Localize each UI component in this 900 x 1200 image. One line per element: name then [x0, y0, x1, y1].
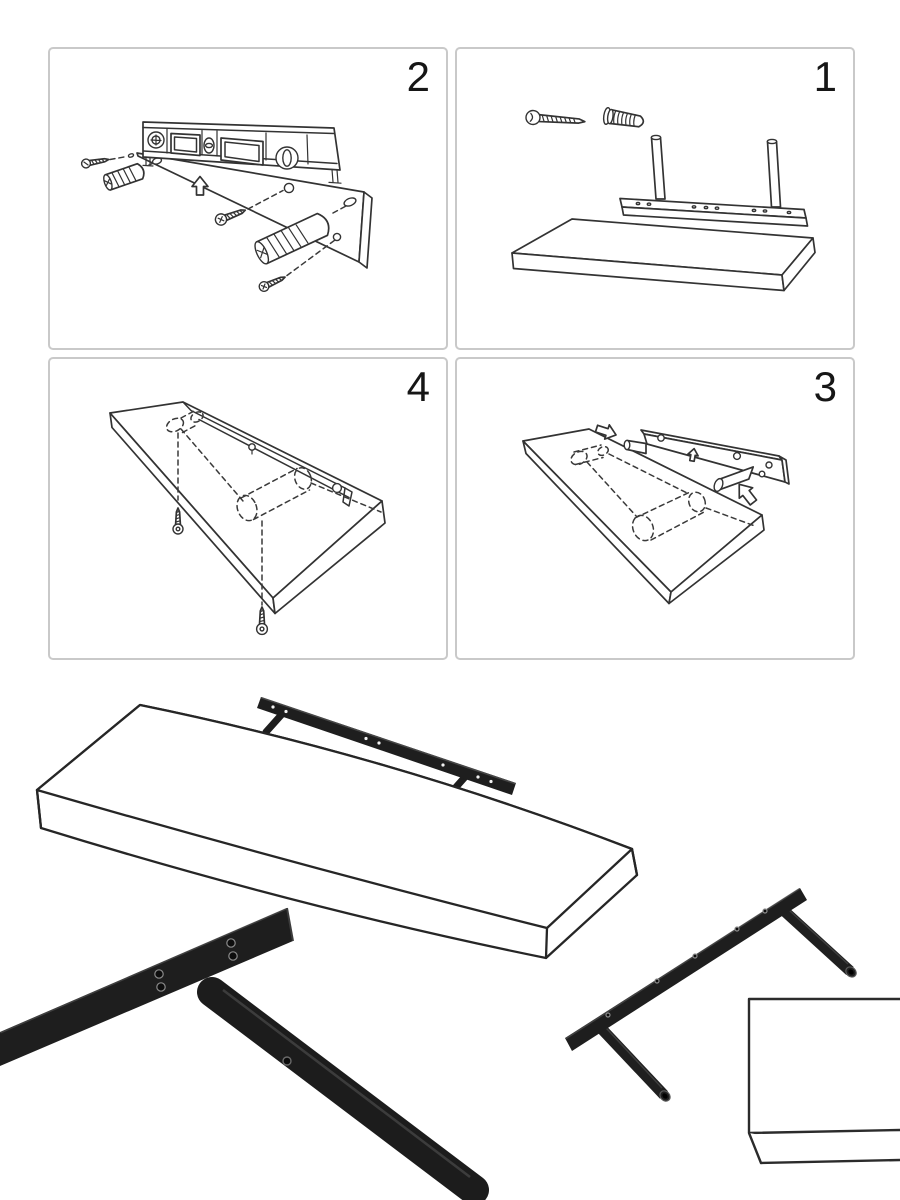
- shelf-board: [37, 705, 637, 958]
- bracket-rod: [767, 139, 780, 207]
- step-panel-1: [455, 47, 855, 350]
- bracket-plate: [0, 908, 293, 1066]
- step-panel-2: [48, 47, 448, 350]
- locking-screw: [257, 607, 268, 634]
- shelf-board: [110, 402, 385, 614]
- step-panel-4: [48, 357, 448, 660]
- shelf-underside-screws-illustration: [50, 359, 446, 658]
- bracket-rod: [598, 1023, 672, 1104]
- shelf-corner-partial: [749, 999, 900, 1163]
- slide-shelf-onto-bracket-illustration: [457, 359, 853, 658]
- shelf-with-hidden-bracket: [37, 697, 637, 958]
- screw: [214, 205, 248, 227]
- gallery-graphics: [0, 660, 900, 1200]
- shelf-board: [512, 219, 815, 291]
- locking-screw: [173, 508, 183, 534]
- step-number: 3: [813, 363, 837, 410]
- bracket-and-shelf-illustration: [457, 49, 853, 348]
- product-gallery: [0, 660, 900, 1200]
- screw: [81, 155, 110, 168]
- bracket-rod: [212, 992, 474, 1190]
- wall-anchor: [603, 107, 645, 129]
- step-number: 2: [406, 53, 430, 100]
- rod-screw-hole: [283, 1057, 291, 1065]
- wall-plate-leveling-illustration: [50, 49, 446, 348]
- screw: [526, 110, 586, 128]
- step-number: 4: [406, 363, 430, 410]
- step-panel-3: [455, 357, 855, 660]
- bracket-rod: [781, 906, 858, 980]
- instruction-steps-grid: [48, 47, 855, 660]
- step-number: 1: [813, 53, 837, 100]
- bracket-rod: [651, 135, 665, 199]
- wall-anchor: [102, 163, 146, 191]
- bracket-corner-closeup: [0, 908, 474, 1190]
- screw: [258, 273, 287, 293]
